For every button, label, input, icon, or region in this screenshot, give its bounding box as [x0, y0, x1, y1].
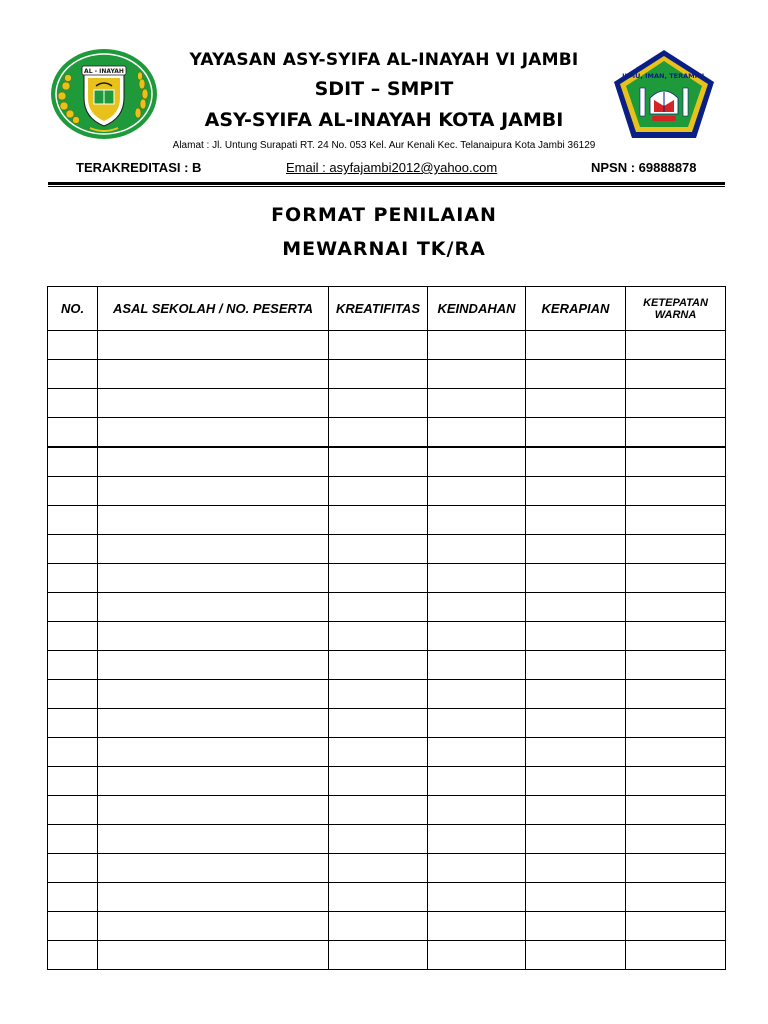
- cell-school[interactable]: [98, 825, 329, 854]
- cell-school[interactable]: [98, 883, 329, 912]
- cell-color-accuracy[interactable]: [626, 796, 726, 825]
- cell-no[interactable]: [48, 360, 98, 389]
- cell-neatness[interactable]: [526, 941, 626, 970]
- cell-neatness[interactable]: [526, 360, 626, 389]
- table-row: [48, 912, 726, 941]
- cell-color-accuracy[interactable]: [626, 651, 726, 680]
- cell-neatness[interactable]: [526, 593, 626, 622]
- cell-school[interactable]: [98, 796, 329, 825]
- cell-neatness[interactable]: [526, 418, 626, 448]
- cell-no[interactable]: [48, 883, 98, 912]
- table-row: [48, 796, 726, 825]
- cell-school[interactable]: [98, 447, 329, 477]
- cell-neatness[interactable]: [526, 854, 626, 883]
- cell-beauty[interactable]: [428, 912, 526, 941]
- cell-no[interactable]: [48, 912, 98, 941]
- table-row: [48, 825, 726, 854]
- cell-school[interactable]: [98, 854, 329, 883]
- cell-no[interactable]: [48, 709, 98, 738]
- cell-beauty[interactable]: [428, 680, 526, 709]
- form-title: FORMAT PENILAIAN: [271, 204, 497, 226]
- table-row: [48, 883, 726, 912]
- cell-beauty[interactable]: [428, 389, 526, 418]
- cell-no[interactable]: [48, 389, 98, 418]
- cell-neatness[interactable]: [526, 331, 626, 360]
- cell-no[interactable]: [48, 767, 98, 796]
- cell-color-accuracy[interactable]: [626, 506, 726, 535]
- cell-no[interactable]: [48, 941, 98, 970]
- cell-creativity[interactable]: [329, 651, 428, 680]
- cell-neatness[interactable]: [526, 680, 626, 709]
- cell-creativity[interactable]: [329, 622, 428, 651]
- logo-banner-text: AL - INAYAH: [84, 68, 124, 75]
- cell-school[interactable]: [98, 389, 329, 418]
- cell-beauty[interactable]: [428, 622, 526, 651]
- cell-neatness[interactable]: [526, 477, 626, 506]
- cell-neatness[interactable]: [526, 622, 626, 651]
- cell-neatness[interactable]: [526, 796, 626, 825]
- cell-creativity[interactable]: [329, 825, 428, 854]
- cell-school[interactable]: [98, 767, 329, 796]
- cell-color-accuracy[interactable]: [626, 535, 726, 564]
- cell-beauty[interactable]: [428, 883, 526, 912]
- cell-neatness[interactable]: [526, 738, 626, 767]
- cell-neatness[interactable]: [526, 825, 626, 854]
- cell-no[interactable]: [48, 738, 98, 767]
- column-header-color-accuracy: KETEPATAN WARNA: [626, 287, 726, 331]
- foundation-name: YAYASAN ASY-SYIFA AL-INAYAH VI JAMBI: [189, 50, 579, 70]
- cell-school[interactable]: [98, 941, 329, 970]
- cell-creativity[interactable]: [329, 593, 428, 622]
- cell-beauty[interactable]: [428, 854, 526, 883]
- cell-neatness[interactable]: [526, 447, 626, 477]
- cell-creativity[interactable]: [329, 564, 428, 593]
- table-row: [48, 360, 726, 389]
- table-row: [48, 331, 726, 360]
- cell-no[interactable]: [48, 796, 98, 825]
- cell-neatness[interactable]: [526, 767, 626, 796]
- cell-school[interactable]: [98, 477, 329, 506]
- cell-creativity[interactable]: [329, 796, 428, 825]
- table-row: [48, 709, 726, 738]
- cell-no[interactable]: [48, 825, 98, 854]
- logo-motto-text: ILMU, IMAN, TERAMPIL: [622, 72, 706, 80]
- cell-beauty[interactable]: [428, 535, 526, 564]
- cell-color-accuracy[interactable]: [626, 912, 726, 941]
- cell-beauty[interactable]: [428, 506, 526, 535]
- cell-color-accuracy[interactable]: [626, 738, 726, 767]
- school-name: ASY-SYIFA AL-INAYAH KOTA JAMBI: [204, 109, 564, 131]
- cell-beauty[interactable]: [428, 477, 526, 506]
- cell-creativity[interactable]: [329, 709, 428, 738]
- cell-color-accuracy[interactable]: [626, 883, 726, 912]
- cell-color-accuracy[interactable]: [626, 477, 726, 506]
- cell-neatness[interactable]: [526, 709, 626, 738]
- npsn-number: NPSN : 69888878: [591, 160, 697, 175]
- cell-school[interactable]: [98, 651, 329, 680]
- cell-creativity[interactable]: [329, 389, 428, 418]
- table-row: [48, 941, 726, 970]
- table-row: [48, 418, 726, 448]
- cell-color-accuracy[interactable]: [626, 709, 726, 738]
- cell-neatness[interactable]: [526, 883, 626, 912]
- cell-no[interactable]: [48, 680, 98, 709]
- cell-beauty[interactable]: [428, 360, 526, 389]
- cell-beauty[interactable]: [428, 593, 526, 622]
- cell-school[interactable]: [98, 680, 329, 709]
- table-header-row: [48, 287, 726, 331]
- email-link[interactable]: Email : asyfajambi2012@yahoo.com: [286, 160, 498, 175]
- table-row: [48, 564, 726, 593]
- table-row: [48, 477, 726, 506]
- cell-neatness[interactable]: [526, 535, 626, 564]
- cell-color-accuracy[interactable]: [626, 680, 726, 709]
- cell-no[interactable]: [48, 331, 98, 360]
- cell-color-accuracy[interactable]: [626, 593, 726, 622]
- assessment-table: [47, 286, 726, 970]
- cell-no[interactable]: [48, 622, 98, 651]
- cell-school[interactable]: [98, 709, 329, 738]
- table-row: [48, 767, 726, 796]
- cell-creativity[interactable]: [329, 418, 428, 448]
- cell-creativity[interactable]: [329, 447, 428, 477]
- table-row: [48, 593, 726, 622]
- cell-neatness[interactable]: [526, 506, 626, 535]
- cell-no[interactable]: [48, 477, 98, 506]
- cell-color-accuracy[interactable]: [626, 564, 726, 593]
- cell-school[interactable]: [98, 535, 329, 564]
- table-row: [48, 651, 726, 680]
- column-header-no: NO.: [48, 287, 98, 331]
- cell-neatness[interactable]: [526, 389, 626, 418]
- cell-color-accuracy[interactable]: [626, 389, 726, 418]
- cell-beauty[interactable]: [428, 796, 526, 825]
- cell-creativity[interactable]: [329, 360, 428, 389]
- cell-color-accuracy[interactable]: [626, 360, 726, 389]
- cell-creativity[interactable]: [329, 680, 428, 709]
- cell-creativity[interactable]: [329, 883, 428, 912]
- cell-beauty[interactable]: [428, 767, 526, 796]
- cell-beauty[interactable]: [428, 418, 526, 448]
- cell-creativity[interactable]: [329, 941, 428, 970]
- cell-beauty[interactable]: [428, 738, 526, 767]
- column-header-creativity: KREATIFITAS: [329, 287, 428, 331]
- table-row: [48, 680, 726, 709]
- accreditation-status: TERAKREDITASI : B: [76, 160, 202, 175]
- table-row: [48, 854, 726, 883]
- cell-school[interactable]: [98, 506, 329, 535]
- cell-color-accuracy[interactable]: [626, 447, 726, 477]
- cell-neatness[interactable]: [526, 564, 626, 593]
- cell-color-accuracy[interactable]: [626, 854, 726, 883]
- cell-no[interactable]: [48, 854, 98, 883]
- cell-creativity[interactable]: [329, 738, 428, 767]
- cell-beauty[interactable]: [428, 564, 526, 593]
- school-units: SDIT – SMPIT: [314, 78, 454, 100]
- cell-beauty[interactable]: [428, 825, 526, 854]
- cell-no[interactable]: [48, 418, 98, 448]
- cell-school[interactable]: [98, 418, 329, 448]
- table-row: [48, 738, 726, 767]
- cell-color-accuracy[interactable]: [626, 418, 726, 448]
- cell-beauty[interactable]: [428, 331, 526, 360]
- table-row: [48, 447, 726, 477]
- cell-neatness[interactable]: [526, 912, 626, 941]
- cell-color-accuracy[interactable]: [626, 941, 726, 970]
- cell-beauty[interactable]: [428, 941, 526, 970]
- table-row: [48, 622, 726, 651]
- cell-creativity[interactable]: [329, 535, 428, 564]
- column-header-school: ASAL SEKOLAH / NO. PESERTA: [98, 287, 329, 331]
- cell-no[interactable]: [48, 447, 98, 477]
- cell-color-accuracy[interactable]: [626, 767, 726, 796]
- table-row: [48, 389, 726, 418]
- cell-no[interactable]: [48, 651, 98, 680]
- cell-color-accuracy[interactable]: [626, 331, 726, 360]
- cell-beauty[interactable]: [428, 651, 526, 680]
- table-row: [48, 535, 726, 564]
- cell-creativity[interactable]: [329, 767, 428, 796]
- cell-beauty[interactable]: [428, 709, 526, 738]
- header-divider: [48, 182, 725, 185]
- cell-school[interactable]: [98, 593, 329, 622]
- school-address: Alamat : Jl. Untung Surapati RT. 24 No. 053 Kel. Aur Kenali Kec. Telanaipura Kota Jambi 36129: [172, 140, 596, 151]
- cell-school[interactable]: [98, 622, 329, 651]
- cell-school[interactable]: [98, 331, 329, 360]
- column-header-neatness: KERAPIAN: [526, 287, 626, 331]
- cell-school[interactable]: [98, 360, 329, 389]
- cell-school[interactable]: [98, 912, 329, 941]
- cell-school[interactable]: [98, 738, 329, 767]
- cell-no[interactable]: [48, 535, 98, 564]
- cell-no[interactable]: [48, 564, 98, 593]
- cell-creativity[interactable]: [329, 506, 428, 535]
- cell-no[interactable]: [48, 506, 98, 535]
- cell-color-accuracy[interactable]: [626, 622, 726, 651]
- cell-school[interactable]: [98, 564, 329, 593]
- cell-beauty[interactable]: [428, 447, 526, 477]
- header-divider-thin: [48, 186, 725, 187]
- cell-creativity[interactable]: [329, 331, 428, 360]
- cell-no[interactable]: [48, 593, 98, 622]
- cell-creativity[interactable]: [329, 854, 428, 883]
- cell-neatness[interactable]: [526, 651, 626, 680]
- cell-creativity[interactable]: [329, 912, 428, 941]
- table-row: [48, 506, 726, 535]
- cell-color-accuracy[interactable]: [626, 825, 726, 854]
- column-header-beauty: KEINDAHAN: [428, 287, 526, 331]
- cell-creativity[interactable]: [329, 477, 428, 506]
- form-subtitle: MEWARNAI TK/RA: [282, 238, 486, 260]
